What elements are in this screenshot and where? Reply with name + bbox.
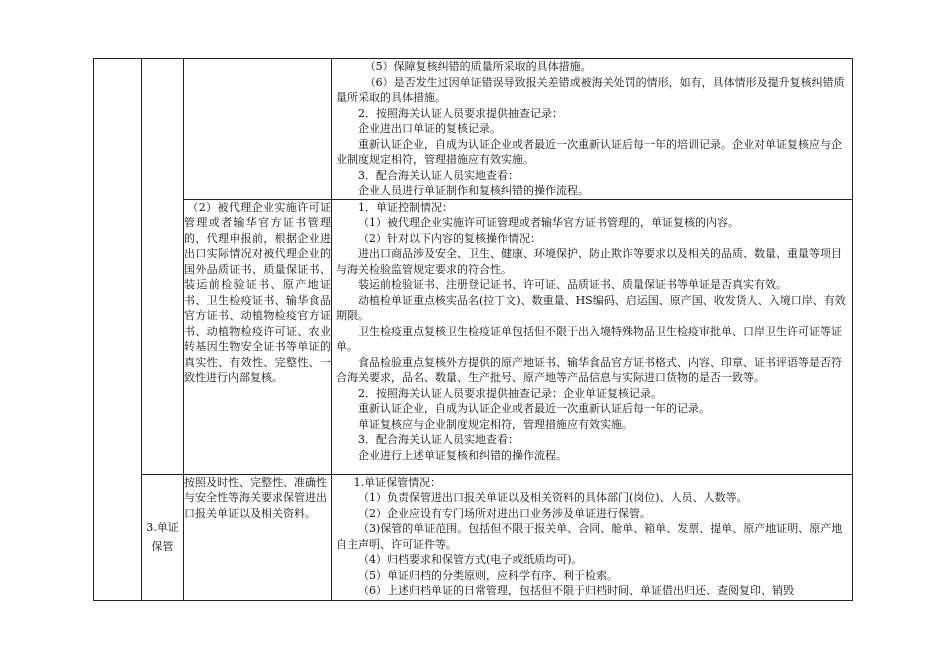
check-line: 2．按照海关认证人员要求提供抽查记录：企业单证复核记录。	[358, 386, 662, 400]
check-line: （5）单证归档的分类原则，应科学有序、利于检索。	[358, 568, 618, 582]
check-line: 3．配合海关认证人员实地查看：	[358, 433, 519, 446]
audit-standard-table	[93, 58, 853, 601]
check-cell	[332, 59, 853, 200]
table-row	[94, 474, 853, 600]
requirement-text: （2）被代理企业实施许可证管理或者输华官方证书管理的，代理申报前，根据企业进出口实际情况对被代理企业的国外品质证书、质量保证书、装运前检验证书、原产地证书、卫生检疫证书、输华食品官方证书、动植物检疫官方证书、动植物检疫许可证、农业转基因生物安全证书等单证的真实性、有效性、完整性、一致性进行内部复核。	[184, 200, 331, 384]
check-line: （1）被代理企业实施许可证管理或者输华官方证书管理的，单证复核的内容。	[358, 216, 739, 229]
requirement-cell	[184, 474, 332, 600]
check-line: 卫生检疫重点复核卫生检疫证单包括但不限于出入境特殊物品卫生检疫审批单、口岸卫生许可证等证单。	[336, 324, 842, 353]
check-line: 重新认证企业，自成为认证企业或者最近一次重新认证后每一年的培训记录。企业对单证复核应与企业制度规定相符，管理措施应有效实施。	[336, 137, 842, 166]
check-line: 2．按照海关认证人员要求提供抽查记录：	[358, 106, 563, 120]
category-cell	[142, 59, 184, 475]
table-row	[94, 199, 853, 474]
outer-category-cell	[94, 59, 142, 601]
category-label: 3.单证保管	[146, 521, 179, 553]
check-line: 装运前检验证书、注册登记证书、许可证、品质证书、质量保证书等单证是否真实有效。	[358, 278, 787, 291]
check-line: （6）上述归档单证的日常管理，包括但不限于归档时间、单证借出归还、查阅复印、销毁	[358, 584, 794, 597]
requirement-cell	[184, 59, 332, 200]
requirement-cell	[184, 199, 332, 474]
check-line: 企业进行上述单证复核和纠错的操作流程。	[358, 448, 567, 462]
check-line: 单证复核应与企业制度规定相符，管理措施应有效实施。	[358, 417, 633, 431]
check-line: （4）归档要求和保管方式(电子或纸质均可)。	[358, 553, 583, 566]
check-line: 企业进出口单证的复核记录。	[358, 122, 501, 135]
check-line: 1．单证控制情况：	[358, 200, 453, 214]
check-line: 食品检验重点复核外方提供的原产地证书、输华食品官方证书格式、内容、印章、证书评语等是否符合海关要求，品名、数量、生产批号、原产地等产品信息与实际进口货物的是否一致等。	[336, 355, 842, 384]
category-cell	[142, 474, 184, 600]
check-line: （2）针对以下内容的复核操作情况：	[358, 231, 541, 245]
check-line: 重新认证企业，自成为认证企业或者最近一次重新认证后每一年的记录。	[358, 402, 710, 415]
check-line: （3)保管的单证范围。包括但不限于报关单、合同、舱单、箱单、发票、提单、原产地证明、原产地自主声明、许可证件等。	[336, 522, 843, 551]
check-cell	[332, 199, 853, 474]
table-row	[94, 59, 853, 200]
check-line: 1.单证保管情况：	[353, 475, 442, 489]
requirement-text: 按照及时性、完整性、准确性与安全性等海关要求保管进出口报关单证以及相关资料。	[184, 475, 327, 520]
check-line: （1）负责保管进出口报关单证以及相关资料的具体部门(岗位)、人员、人数等。	[358, 491, 748, 504]
check-line: 3．配合海关认证人员实地查看：	[358, 168, 519, 182]
check-line: （2）企业应设有专门场所对进出口业务涉及单证进行保管。	[358, 506, 651, 520]
check-line: 企业人员进行单证制作和复核纠错的操作流程。	[358, 184, 589, 197]
check-line: 动植检单证重点核实品名(拉丁文)、数重量、HS编码、启运国、原产国、收发货人、入境口岸、有效期限。	[336, 293, 846, 322]
check-line: （6）是否发生过因单证错误导致报关差错或被海关处罚的情形，如有，具体情形及提升复核纠错质量所采取的具体措施。	[336, 75, 845, 104]
check-line: （5）保障复核纠错的质量所采取的具体措施。	[364, 60, 592, 73]
check-cell	[332, 474, 853, 600]
check-line: 进出口商品涉及安全、卫生、健康、环境保护、防止欺诈等要求以及相关的品质、数量、重量等项目与海关检验监管规定要求的符合性。	[336, 247, 842, 276]
